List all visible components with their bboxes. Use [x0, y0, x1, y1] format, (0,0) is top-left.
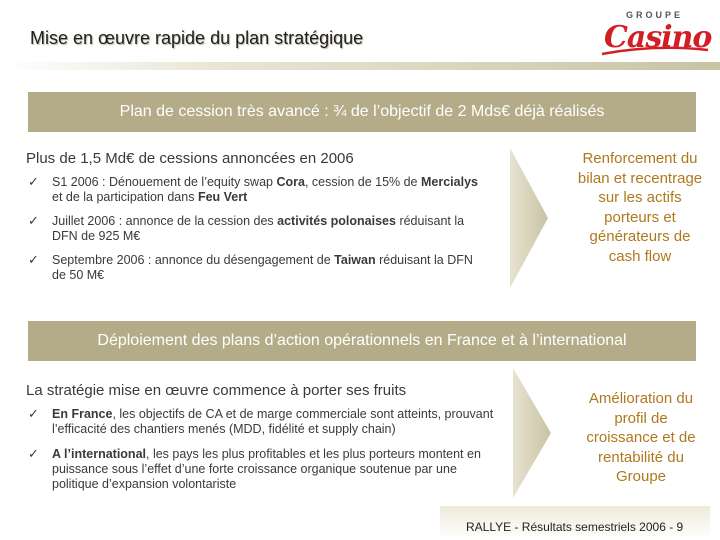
section2-heading: La stratégie mise en œuvre commence à porter ses fruits	[26, 382, 407, 399]
chevron-arrow-icon	[510, 148, 550, 288]
section1-band: Plan de cession très avancé : ¾ de l’objectif de 2 Mds€ déjà réalisés	[28, 92, 696, 132]
logo-wordmark: Casino	[604, 20, 712, 55]
list-item	[28, 407, 503, 437]
section2-band: Déploiement des plans d’action opérationnels en France et à l’international	[28, 321, 696, 361]
list-item	[28, 214, 478, 244]
list-item	[28, 253, 478, 283]
section1-outcome: Renforcement du bilan et recentrage sur les actifs porteurs et générateurs de cash flow	[577, 150, 703, 265]
header-rule	[0, 62, 720, 70]
slide-title: Mise en œuvre rapide du plan stratégique	[30, 28, 364, 48]
check-icon: ✓	[28, 175, 39, 190]
list-item	[28, 175, 478, 205]
bullet-text: Septembre 2006 : annonce du désengagement de	[52, 253, 335, 267]
chevron-arrow-icon	[513, 368, 553, 498]
bullet-bold: En France	[52, 407, 113, 421]
check-icon: ✓	[28, 447, 39, 462]
bullet-text: réduisant la DFN de 50 M€	[52, 253, 473, 282]
bullet-text: , les pays les plus profitables et les plus porteurs montent en puissance sous l’effet d’une forte croissance organique soutenue par une politique d’expansion volontariste	[52, 447, 481, 491]
bullet-bold: Feu Vert	[197, 190, 248, 204]
section2-outcome: Amélioration du profil de croissance et de rentabilité du Groupe	[586, 390, 696, 485]
bullet-text: Juillet 2006 : annonce de la cession des	[52, 214, 278, 228]
bullet-bold: Cora	[276, 175, 305, 189]
section1-heading: Plus de 1,5 Md€ de cessions annoncées en 2006	[26, 150, 354, 167]
bullet-text: S1 2006 : Dénouement de l’equity swap	[52, 175, 277, 189]
footer-text: RALLYE - Résultats semestriels 2006 - 9	[466, 520, 684, 534]
check-icon: ✓	[28, 214, 39, 229]
bullet-bold: Mercialys	[420, 175, 478, 189]
bullet-bold: Taiwan	[334, 253, 376, 267]
logo-swoosh	[596, 10, 712, 60]
casino-logo	[596, 10, 712, 60]
bullet-text: , les objectifs de CA et de marge commerciale sont atteints, prouvant l’efficacité des chantiers menés (MDD, fidélité et supply chain)	[52, 407, 494, 436]
bullet-bold: activités polonaises	[277, 214, 396, 228]
bullet-text: réduisant la DFN de 925 M€	[52, 214, 465, 243]
section1-bullet-list	[28, 175, 478, 283]
list-item	[28, 447, 503, 492]
bullet-bold: A l’international	[52, 447, 146, 461]
bullet-text: , cession de 15% de	[304, 175, 421, 189]
section2-bullet-list	[28, 407, 503, 492]
check-icon: ✓	[28, 407, 39, 422]
logo-groupe-text: GROUPE	[626, 10, 684, 20]
check-icon: ✓	[28, 253, 39, 268]
bullet-text: et de la participation dans	[52, 190, 198, 204]
